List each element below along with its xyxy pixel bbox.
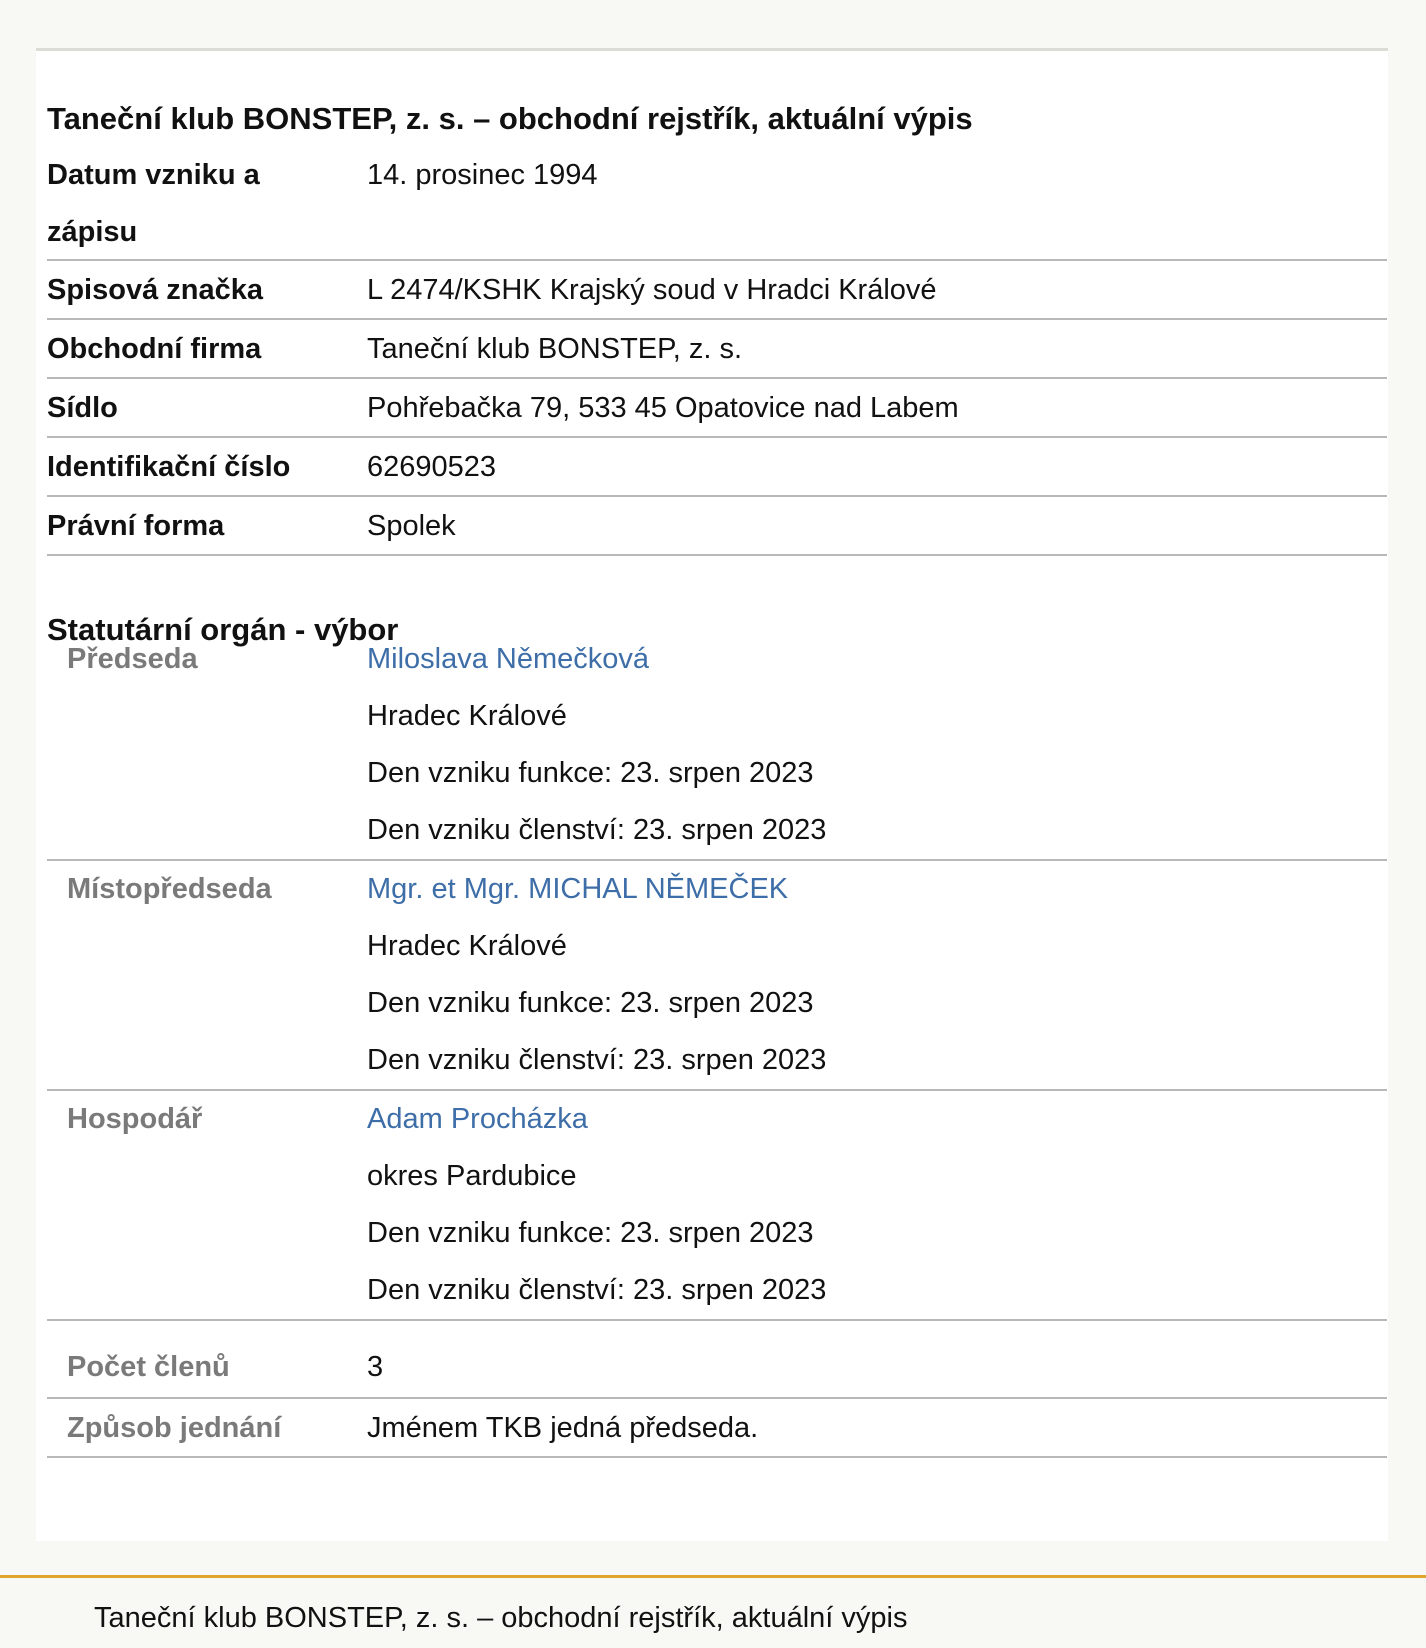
info-label: Spisová značka	[47, 274, 263, 306]
member-function-start: Den vzniku funkce: 23. srpen 2023	[367, 987, 814, 1019]
info-row-seat	[47, 379, 1387, 438]
member-row-chair	[47, 631, 1387, 861]
info-value: 14. prosinec 1994	[367, 159, 598, 191]
member-membership-start: Den vzniku členství: 23. srpen 2023	[367, 1044, 827, 1076]
info-label: Sídlo	[47, 392, 118, 424]
member-role: Místopředseda	[67, 873, 272, 905]
member-details	[367, 1091, 826, 1319]
member-details	[367, 631, 826, 859]
member-name-link[interactable]: Mgr. et Mgr. MICHAL NĚMEČEK	[367, 873, 789, 905]
info-value: 62690523	[367, 451, 497, 483]
member-count-label: Počet členů	[67, 1351, 230, 1383]
acting-label: Způsob jednání	[67, 1412, 282, 1444]
member-membership-start: Den vzniku členství: 23. srpen 2023	[367, 814, 827, 846]
info-row-founding-date	[47, 147, 1387, 261]
acting-value: Jménem TKB jedná předseda.	[367, 1412, 759, 1444]
footer-divider	[0, 1575, 1426, 1578]
page-title: Taneční klub BONSTEP, z. s. – obchodní rejstřík, aktuální výpis	[47, 101, 973, 136]
info-row-company-name	[47, 320, 1387, 379]
acting-row	[47, 1399, 1387, 1458]
member-place: Hradec Králové	[367, 930, 567, 962]
member-count-row	[47, 1321, 1387, 1399]
info-label: Identifikační číslo	[47, 451, 291, 483]
member-count-value: 3	[367, 1351, 384, 1383]
member-membership-start: Den vzniku členství: 23. srpen 2023	[367, 1274, 827, 1306]
info-row-file-number	[47, 261, 1387, 320]
info-row-legal-form	[47, 497, 1387, 556]
member-role: Předseda	[67, 643, 198, 675]
info-value: L 2474/KSHK Krajský soud v Hradci Králové	[367, 274, 937, 306]
register-extract	[36, 51, 1388, 1541]
info-value: Pohřebačka 79, 533 45 Opatovice nad Labem	[367, 392, 959, 424]
member-details	[367, 861, 826, 1089]
footer-caption: Taneční klub BONSTEP, z. s. – obchodní rejstřík, aktuální výpis	[94, 1602, 908, 1634]
member-name-link[interactable]: Adam Procházka	[367, 1103, 588, 1135]
section-title-statutory-body: Statutární orgán - výbor	[47, 612, 399, 647]
info-row-id-number	[47, 438, 1387, 497]
info-label: Obchodní firma	[47, 333, 262, 365]
member-row-vice-chair	[47, 861, 1387, 1091]
member-role: Hospodář	[67, 1103, 203, 1135]
info-value: Taneční klub BONSTEP, z. s.	[367, 333, 743, 365]
member-place: okres Pardubice	[367, 1160, 577, 1192]
member-function-start: Den vzniku funkce: 23. srpen 2023	[367, 757, 814, 789]
member-place: Hradec Králové	[367, 700, 567, 732]
info-label: Právní forma	[47, 510, 225, 542]
member-row-treasurer	[47, 1091, 1387, 1321]
info-label: Datum vzniku a zápisu	[47, 159, 260, 248]
info-value: Spolek	[367, 510, 456, 542]
member-name-link[interactable]: Miloslava Němečková	[367, 643, 650, 675]
member-function-start: Den vzniku funkce: 23. srpen 2023	[367, 1217, 814, 1249]
